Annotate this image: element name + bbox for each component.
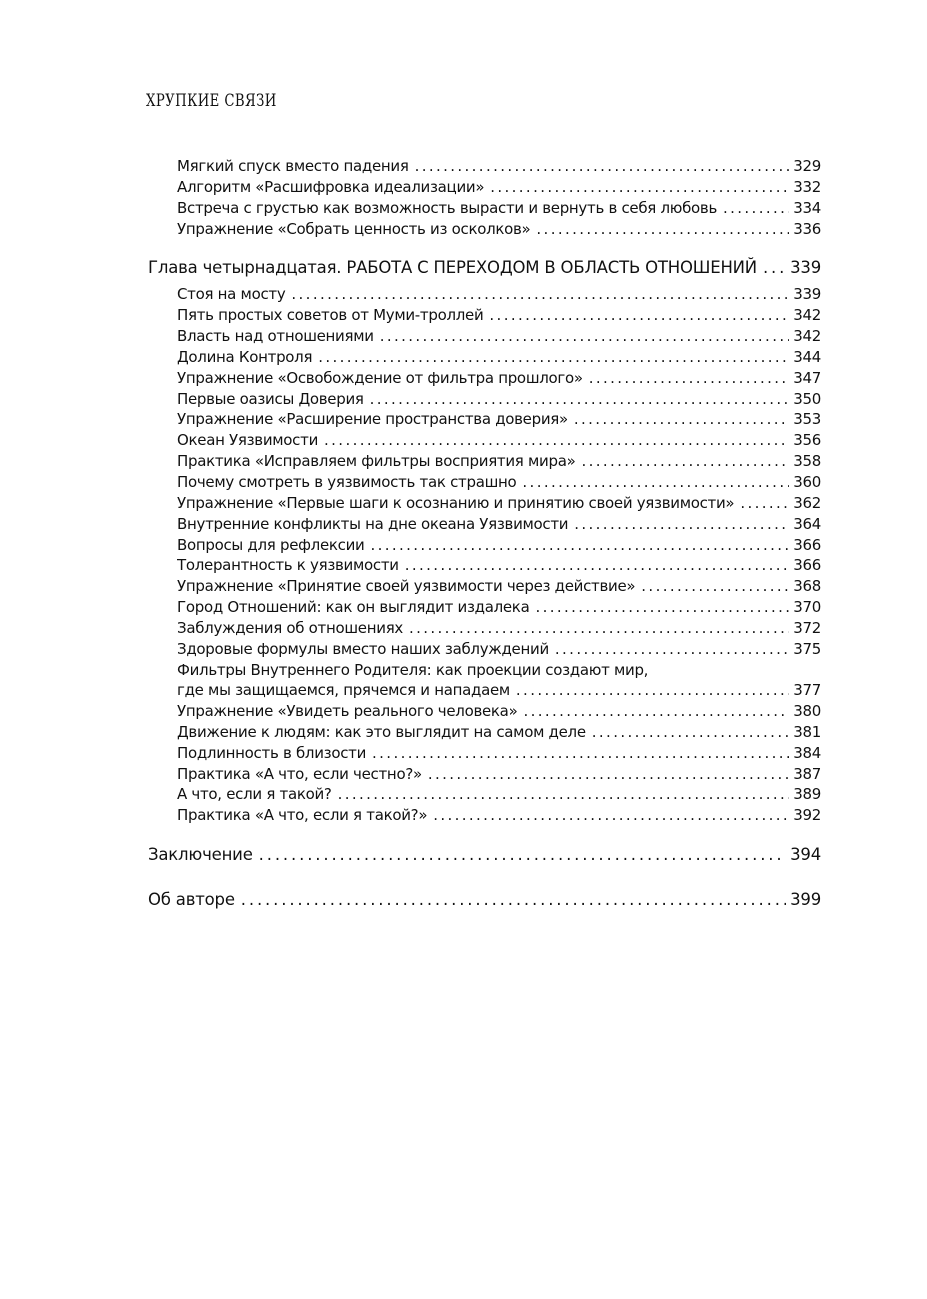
toc-dot-leader <box>415 156 790 177</box>
toc-dot-leader <box>433 805 789 826</box>
toc-dot-leader <box>405 555 790 576</box>
toc-entry-page: 339 <box>793 285 821 303</box>
toc-entry-page: 332 <box>793 178 821 196</box>
toc-entry-title: Толерантность к уязвимости <box>177 556 399 574</box>
toc-entry[interactable] <box>177 701 821 722</box>
toc-dot-leader <box>555 639 789 660</box>
toc-entry[interactable] <box>177 389 821 410</box>
toc-dot-leader <box>291 284 789 305</box>
toc-entry[interactable] <box>177 514 821 535</box>
toc-entry[interactable] <box>177 177 821 198</box>
toc-dot-leader <box>516 680 789 701</box>
toc-entry-page: 336 <box>793 220 821 238</box>
toc-entry-title: Внутренние конфликты на дне океана Уязвимости <box>177 515 569 533</box>
toc-entry[interactable] <box>177 326 821 347</box>
toc-dot-leader <box>740 493 789 514</box>
toc-entry-title: Заблуждения об отношениях <box>177 619 403 637</box>
toc-chapter-page: 339 <box>790 258 821 277</box>
toc-chapter-title: Глава четырнадцатая. РАБОТА С ПЕРЕХОДОМ В ОБЛАСТЬ ОТНОШЕНИЙ <box>148 258 757 277</box>
toc-entry[interactable] <box>177 409 821 430</box>
toc-entry-title: Упражнение «Первые шаги к осознанию и принятию своей уязвимости» <box>177 494 735 512</box>
toc-conclusion-entry[interactable] <box>148 843 821 867</box>
toc-dot-leader <box>324 430 789 451</box>
toc-entry-page: 342 <box>793 306 821 324</box>
toc-entry-title: Встреча с грустью как возможность вырасти и вернуть в себя любовь <box>177 199 718 217</box>
toc-dot-leader <box>574 514 789 535</box>
toc-entry[interactable] <box>177 284 821 305</box>
toc-dot-leader <box>592 722 789 743</box>
toc-entry-title: Вопросы для рефлексии <box>177 536 365 554</box>
toc-dot-leader <box>490 177 789 198</box>
toc-entry-title: А что, если я такой? <box>177 785 332 803</box>
toc-dot-leader <box>581 451 789 472</box>
toc-entry[interactable] <box>177 722 821 743</box>
toc-entry-page: 347 <box>793 369 821 387</box>
toc-entry-first-line[interactable] <box>177 660 821 681</box>
toc-entry-title: Движение к людям: как это выглядит на самом деле <box>177 723 586 741</box>
toc-entry-page: 366 <box>793 536 821 554</box>
toc-entry[interactable] <box>177 618 821 639</box>
toc-entry-title: Стоя на мосту <box>177 285 286 303</box>
toc-dot-leader <box>522 472 789 493</box>
toc-entry[interactable] <box>177 493 821 514</box>
toc-dot-leader <box>428 764 789 785</box>
toc-entry-title: Упражнение «Расширение пространства доверия» <box>177 410 568 428</box>
toc-dot-leader <box>763 256 786 280</box>
toc-about-page: 399 <box>790 890 821 909</box>
toc-entry-page: 368 <box>793 577 821 595</box>
toc-entry-page: 380 <box>793 702 821 720</box>
toc-entry[interactable] <box>177 198 821 219</box>
toc-dot-leader <box>318 347 789 368</box>
toc-entry-title: Почему смотреть в уязвимость так страшно <box>177 473 517 491</box>
toc-entry[interactable] <box>177 430 821 451</box>
toc-entry[interactable] <box>177 639 821 660</box>
toc-entry-title: Здоровые формулы вместо наших заблуждений <box>177 640 549 658</box>
toc-entry[interactable] <box>177 219 821 240</box>
toc-dot-leader <box>370 535 789 556</box>
toc-entry-page: 353 <box>793 410 821 428</box>
toc-entry-title: Упражнение «Увидеть реального человека» <box>177 702 518 720</box>
toc-entry-page: 360 <box>793 473 821 491</box>
toc-entry-title: Первые оазисы Доверия <box>177 390 364 408</box>
toc-dot-leader <box>409 618 789 639</box>
toc-entry[interactable] <box>177 451 821 472</box>
toc-entry-page: 370 <box>793 598 821 616</box>
toc-entry-page: 366 <box>793 556 821 574</box>
toc-entry[interactable] <box>177 156 821 177</box>
toc-entry[interactable] <box>177 805 821 826</box>
toc-dot-leader <box>574 409 789 430</box>
toc-entry-page: 375 <box>793 640 821 658</box>
toc-dot-leader <box>338 784 790 805</box>
toc-entry-title: Практика «А что, если честно?» <box>177 765 422 783</box>
toc-entry-page: 372 <box>793 619 821 637</box>
toc-entry-title: Мягкий спуск вместо падения <box>177 157 409 175</box>
toc-entry-page: 377 <box>793 681 821 699</box>
toc-entry-title: Алгоритм «Расшифровка идеализации» <box>177 178 485 196</box>
toc-dot-leader <box>535 597 789 618</box>
toc-conclusion-page: 394 <box>790 845 821 864</box>
toc-dot-leader <box>536 219 789 240</box>
toc-entry[interactable] <box>177 764 821 785</box>
toc-dot-leader <box>589 368 790 389</box>
toc-entry[interactable] <box>177 305 821 326</box>
toc-entry[interactable] <box>177 743 821 764</box>
toc-entry-page: 342 <box>793 327 821 345</box>
toc-dot-leader <box>370 389 790 410</box>
toc-entry-title: Подлинность в близости <box>177 744 367 762</box>
toc-entry[interactable] <box>177 472 821 493</box>
toc-entry-page: 387 <box>793 765 821 783</box>
toc-entry-title: Упражнение «Принятие своей уязвимости через действие» <box>177 577 636 595</box>
toc-chapter-entry[interactable] <box>148 256 821 280</box>
toc-entry-page: 358 <box>793 452 821 470</box>
toc-dot-leader <box>641 576 789 597</box>
toc-entry[interactable] <box>177 555 821 576</box>
toc-entry-page: 389 <box>793 785 821 803</box>
toc-entry-page: 334 <box>793 199 821 217</box>
toc-dot-leader <box>380 326 790 347</box>
toc-entry[interactable] <box>177 535 821 556</box>
toc-entry-title: Упражнение «Собрать ценность из осколков» <box>177 220 531 238</box>
toc-entry-title: Практика «Исправляем фильтры восприятия мира» <box>177 452 576 470</box>
toc-about-entry[interactable] <box>148 888 821 912</box>
toc-entry-page: 364 <box>793 515 821 533</box>
toc-dot-leader <box>259 843 786 867</box>
toc-entry[interactable] <box>177 597 821 618</box>
toc-entry-title: Власть над отношениями <box>177 327 374 345</box>
toc-entry[interactable] <box>177 347 821 368</box>
toc-dot-leader <box>241 888 786 912</box>
toc-entry-title: Океан Уязвимости <box>177 431 319 449</box>
toc-entry-page: 350 <box>793 390 821 408</box>
toc-entry-title: где мы защищаемся, прячемся и нападаем <box>177 681 510 699</box>
toc-entry[interactable] <box>177 576 821 597</box>
toc-entry-page: 381 <box>793 723 821 741</box>
toc-dot-leader <box>723 198 789 219</box>
toc-entry-page: 356 <box>793 431 821 449</box>
toc-entry-page: 392 <box>793 806 821 824</box>
toc-conclusion-title: Заключение <box>148 845 253 864</box>
toc-entry-page: 384 <box>793 744 821 762</box>
toc-entry-title: Практика «А что, если я такой?» <box>177 806 428 824</box>
toc-entry-title: Пять простых советов от Муми-троллей <box>177 306 484 324</box>
toc-entry[interactable] <box>177 784 821 805</box>
toc-entry-title: Город Отношений: как он выглядит издалека <box>177 598 530 616</box>
toc-entry-title: Упражнение «Освобождение от фильтра прошлого» <box>177 369 583 387</box>
toc-dot-leader <box>523 701 789 722</box>
toc-entry-page: 362 <box>793 494 821 512</box>
running-head: ХРУПКИЕ СВЯЗИ <box>146 91 277 111</box>
toc-dot-leader <box>489 305 789 326</box>
toc-entry[interactable] <box>177 680 821 701</box>
toc-entry-title: Долина Контроля <box>177 348 313 366</box>
toc-dot-leader <box>372 743 789 764</box>
toc-entry[interactable] <box>177 368 821 389</box>
toc-entry-page: 329 <box>793 157 821 175</box>
toc-entry-page: 344 <box>793 348 821 366</box>
toc-entry-title: Фильтры Внутреннего Родителя: как проекции создают мир, <box>177 661 649 679</box>
toc-about-title: Об авторе <box>148 890 235 909</box>
